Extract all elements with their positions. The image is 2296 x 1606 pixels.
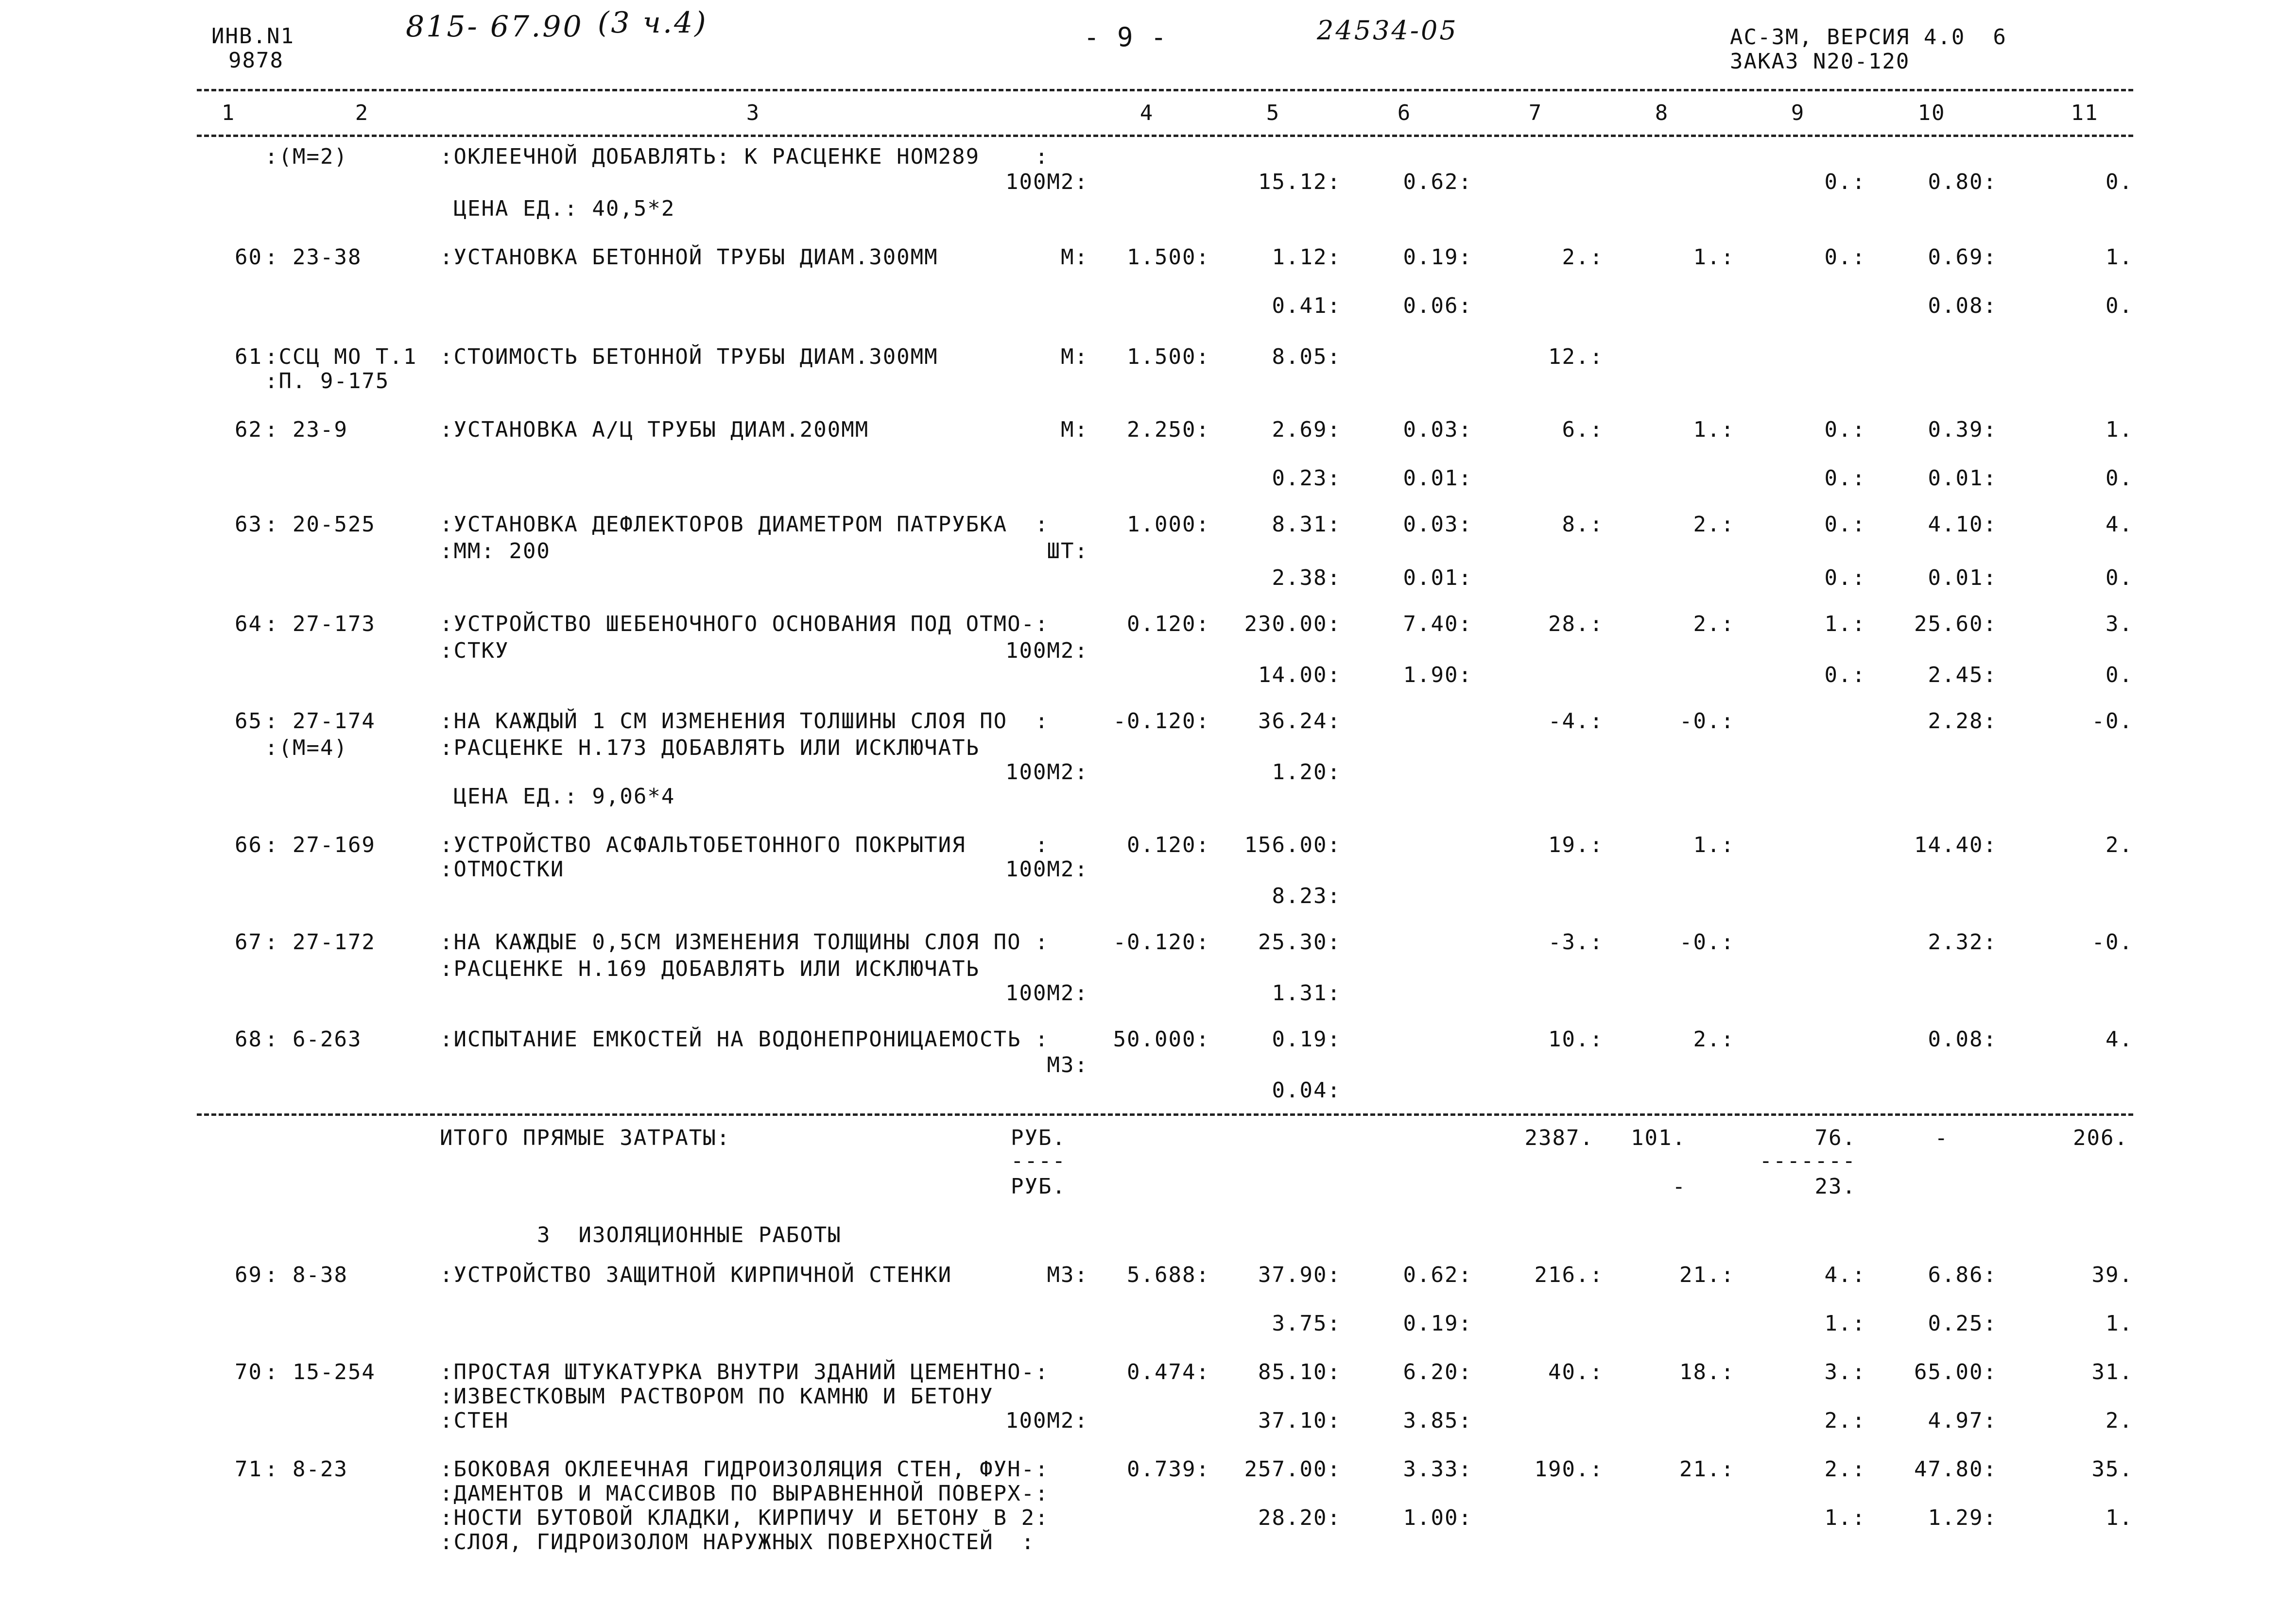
cell-desc: :СЛОЯ, ГИДРОИЗОЛОМ НАРУЖНЫХ ПОВЕРХНОСТЕЙ : — [440, 1530, 1036, 1555]
cell-c4: -0.120: — [1113, 709, 1210, 734]
cell-c6: 0.19: — [1403, 1311, 1472, 1336]
totals-label: ИТОГО ПРЯМЫЕ ЗАТРАТЫ: — [440, 1126, 731, 1150]
cell-c4: 1.500: — [1127, 245, 1210, 270]
inventory-label: ИНВ.N1 — [211, 24, 294, 49]
cell-c11: 1. — [2106, 1505, 2133, 1530]
section-rule — [197, 1113, 2133, 1116]
cell-c10: 0.01: — [1928, 466, 1997, 491]
cell-no: 65 — [235, 709, 262, 734]
cell-c9: 1.: — [1824, 1505, 1866, 1530]
cell-c10: 14.40: — [1914, 833, 1997, 857]
cell-unit: 100М2: — [1005, 981, 1088, 1006]
software-version: АС-3М, ВЕРСИЯ 4.0 6 — [1730, 25, 2007, 50]
totals-unit: РУБ. — [1011, 1126, 1066, 1150]
cell-c5: 1.31: — [1272, 981, 1341, 1006]
cell-unit: М: — [1061, 245, 1088, 270]
cell-c9: 0.: — [1824, 663, 1866, 687]
cell-desc: :БОКОВАЯ ОКЛЕЕЧНАЯ ГИДРОИЗОЛЯЦИЯ СТЕН, ФУН-: — [440, 1457, 1049, 1482]
cell-no: 71 — [235, 1457, 262, 1482]
cell-c4: -0.120: — [1113, 930, 1210, 955]
inventory-number: 9878 — [228, 48, 284, 73]
project-number: 24534-05 — [1317, 15, 1458, 46]
column-header-3: 3 — [746, 101, 760, 125]
cell-c11: 0. — [2106, 565, 2133, 590]
cell-desc: ЦЕНА ЕД.: 40,5*2 — [440, 196, 675, 221]
cell-c11: 35. — [2091, 1457, 2133, 1482]
cell-c5: 156.00: — [1244, 833, 1341, 857]
page-number: - 9 - — [1084, 22, 1168, 52]
cell-desc: :ИСПЫТАНИЕ ЕМКОСТЕЙ НА ВОДОНЕПРОНИЦАЕМОСТЬ : — [440, 1027, 1049, 1052]
cell-c6: 1.00: — [1403, 1505, 1472, 1530]
cell-c4: 2.250: — [1127, 417, 1210, 442]
cell-c5: 230.00: — [1244, 612, 1341, 636]
totals-unit-underline: ---- — [1011, 1148, 1066, 1173]
cell-c8: -0.: — [1679, 930, 1735, 955]
cell-desc: :РАСЦЕНКЕ Н.173 ДОБАВЛЯТЬ ИЛИ ИСКЛЮЧАТЬ — [440, 735, 980, 760]
cell-c5: 0.19: — [1272, 1027, 1341, 1052]
cell-c5: 8.05: — [1272, 344, 1341, 369]
cell-c9: 1.: — [1824, 612, 1866, 636]
cell-c5: 1.12: — [1272, 245, 1341, 270]
cell-c11: 4. — [2106, 1027, 2133, 1052]
cell-c10: 0.08: — [1928, 1027, 1997, 1052]
cell-no: 64 — [235, 612, 262, 636]
cell-c6: 0.62: — [1403, 1263, 1472, 1287]
cell-c7: 190.: — [1534, 1457, 1604, 1482]
cell-c6: 6.20: — [1403, 1360, 1472, 1384]
cell-code: : 6-263 — [265, 1027, 362, 1052]
cell-c4: 50.000: — [1113, 1027, 1210, 1052]
cell-c11: 1. — [2106, 245, 2133, 270]
cell-c11: 2. — [2106, 1408, 2133, 1433]
column-header-9: 9 — [1791, 101, 1805, 125]
cell-c8: 1.: — [1693, 245, 1735, 270]
cell-c11: -0. — [2091, 709, 2133, 734]
cell-desc: :ПРОСТАЯ ШТУКАТУРКА ВНУТРИ ЗДАНИЙ ЦЕМЕНТНО-: — [440, 1360, 1049, 1384]
cell-c8: 21.: — [1679, 1457, 1735, 1482]
cell-c10: 2.32: — [1928, 930, 1997, 955]
section-title: 3 ИЗОЛЯЦИОННЫЕ РАБОТЫ — [537, 1223, 842, 1247]
cell-c5: 37.90: — [1258, 1263, 1341, 1287]
cell-no: 69 — [235, 1263, 262, 1287]
cell-desc: :РАСЦЕНКЕ Н.169 ДОБАВЛЯТЬ ИЛИ ИСКЛЮЧАТЬ — [440, 957, 980, 981]
cell-code: : 23-38 — [265, 245, 362, 270]
cell-c9: 0.: — [1824, 170, 1866, 194]
cell-code: : 23-9 — [265, 417, 348, 442]
cell-no: 61 — [235, 344, 262, 369]
cell-code: :П. 9-175 — [265, 369, 390, 393]
cell-c11: 0. — [2106, 466, 2133, 491]
cell-c7: -3.: — [1548, 930, 1604, 955]
order-number: ЗАКАЗ N20-120 — [1730, 49, 1910, 74]
cell-desc: :ДАМЕНТОВ И МАССИВОВ ПО ВЫРАВНЕННОЙ ПОВЕРХ-: — [440, 1481, 1049, 1506]
cell-c4: 5.688: — [1127, 1263, 1210, 1287]
cell-c7: 40.: — [1548, 1360, 1604, 1384]
cell-c10: 0.25: — [1928, 1311, 1997, 1336]
cell-c6: 0.19: — [1403, 245, 1472, 270]
cell-c5: 0.04: — [1272, 1078, 1341, 1103]
cell-c5: 8.23: — [1272, 884, 1341, 908]
cell-c10: 25.60: — [1914, 612, 1997, 636]
cell-c9: 1.: — [1824, 1311, 1866, 1336]
cell-c10: 0.01: — [1928, 565, 1997, 590]
cell-desc: :НА КАЖДЫЕ 0,5СМ ИЗМЕНЕНИЯ ТОЛЩИНЫ СЛОЯ ПО : — [440, 930, 1049, 955]
cell-c5: 2.38: — [1272, 565, 1341, 590]
cell-c8: 18.: — [1679, 1360, 1735, 1384]
cell-desc: :НОСТИ БУТОВОЙ КЛАДКИ, КИРПИЧУ И БЕТОНУ В 2: — [440, 1505, 1049, 1530]
column-header-1: 1 — [221, 101, 236, 125]
column-header-5: 5 — [1266, 101, 1280, 125]
cell-c4: 0.474: — [1127, 1360, 1210, 1384]
totals-col9-underline: ------- — [1759, 1148, 1856, 1173]
cell-c9: 0.: — [1824, 417, 1866, 442]
cell-unit: 100М2: — [1005, 1408, 1088, 1433]
totals-col8: 101. — [1631, 1126, 1686, 1150]
cell-c5: 25.30: — [1258, 930, 1341, 955]
handwritten-note: (3 ч.4) — [598, 6, 708, 40]
cell-c4: 0.120: — [1127, 612, 1210, 636]
cell-c7: 8.: — [1562, 512, 1604, 537]
cell-c11: 0. — [2106, 663, 2133, 687]
cell-c11: 1. — [2106, 417, 2133, 442]
cell-c11: 2. — [2106, 833, 2133, 857]
cell-c11: 0. — [2106, 293, 2133, 318]
cell-c9: 3.: — [1824, 1360, 1866, 1384]
cell-desc: :УСТАНОВКА БЕТОННОЙ ТРУБЫ ДИАМ.300ММ — [440, 245, 938, 270]
cell-c7: -4.: — [1548, 709, 1604, 734]
column-header-2: 2 — [355, 101, 369, 125]
cell-c7: 2.: — [1562, 245, 1604, 270]
cell-c6: 0.03: — [1403, 417, 1472, 442]
cell-c5: 36.24: — [1258, 709, 1341, 734]
cell-c7: 28.: — [1548, 612, 1604, 636]
cell-code: : 15-254 — [265, 1360, 376, 1384]
column-header-8: 8 — [1655, 101, 1669, 125]
column-header-7: 7 — [1528, 101, 1543, 125]
cell-code: : 8-38 — [265, 1263, 348, 1287]
cell-code: : 8-23 — [265, 1457, 348, 1482]
column-header-10: 10 — [1917, 101, 1946, 125]
column-header-4: 4 — [1139, 101, 1154, 125]
cell-unit: 100М2: — [1005, 760, 1088, 785]
cell-unit: М3: — [1047, 1263, 1088, 1287]
cell-c9: 0.: — [1824, 466, 1866, 491]
cell-c5: 2.69: — [1272, 417, 1341, 442]
cell-desc: :ММ: 200 — [440, 539, 551, 564]
cell-c5: 15.12: — [1258, 170, 1341, 194]
cell-c11: 3. — [2106, 612, 2133, 636]
cell-c6: 3.85: — [1403, 1408, 1472, 1433]
cell-c9: 4.: — [1824, 1263, 1866, 1287]
cell-c6: 0.01: — [1403, 565, 1472, 590]
cell-c5: 37.10: — [1258, 1408, 1341, 1433]
cell-c8: 1.: — [1693, 417, 1735, 442]
cell-c4: 0.120: — [1127, 833, 1210, 857]
cell-c4: 1.500: — [1127, 344, 1210, 369]
cell-c9: 2.: — [1824, 1408, 1866, 1433]
totals-col7: 2387. — [1524, 1126, 1594, 1150]
cell-c10: 47.80: — [1914, 1457, 1997, 1482]
cell-desc: :УСТАНОВКА ДЕФЛЕКТОРОВ ДИАМЕТРОМ ПАТРУБКА : — [440, 512, 1049, 537]
cell-c11: 1. — [2106, 1311, 2133, 1336]
column-header-11: 11 — [2071, 101, 2099, 125]
cell-c10: 1.29: — [1928, 1505, 1997, 1530]
cell-no: 60 — [235, 245, 262, 270]
cell-desc: :СТЕН — [440, 1408, 509, 1433]
cell-c7: 12.: — [1548, 344, 1604, 369]
cell-desc: :СТОИМОСТЬ БЕТОННОЙ ТРУБЫ ДИАМ.300ММ — [440, 344, 938, 369]
cell-c5: 1.20: — [1272, 760, 1341, 785]
cell-c6: 1.90: — [1403, 663, 1472, 687]
cell-code: : 27-174 — [265, 709, 376, 734]
cell-c5: 14.00: — [1258, 663, 1341, 687]
cell-code: : 27-169 — [265, 833, 376, 857]
totals-col10: - — [1934, 1126, 1949, 1150]
cell-no: 63 — [235, 512, 262, 537]
cell-desc: ЦЕНА ЕД.: 9,06*4 — [440, 784, 675, 809]
cell-c6: 0.62: — [1403, 170, 1472, 194]
cell-c9: 0.: — [1824, 565, 1866, 590]
cell-desc: :ОКЛЕЕЧНОЙ ДОБАВЛЯТЬ: К РАСЦЕНКЕ НОМ289 : — [440, 144, 1049, 169]
cell-c10: 2.45: — [1928, 663, 1997, 687]
cell-c5: 28.20: — [1258, 1505, 1341, 1530]
cell-code: : 27-172 — [265, 930, 376, 955]
cell-c10: 4.10: — [1928, 512, 1997, 537]
cell-unit: М: — [1061, 417, 1088, 442]
cell-desc: :ОТМОСТКИ — [440, 857, 565, 882]
cell-unit: ШТ: — [1047, 539, 1088, 564]
cell-code: :(М=4) — [265, 735, 348, 760]
cell-c10: 6.86: — [1928, 1263, 1997, 1287]
cell-c5: 257.00: — [1244, 1457, 1341, 1482]
cell-c7: 10.: — [1548, 1027, 1604, 1052]
cell-c8: 2.: — [1693, 612, 1735, 636]
cell-c10: 65.00: — [1914, 1360, 1997, 1384]
cell-c9: 0.: — [1824, 512, 1866, 537]
cell-c6: 0.01: — [1403, 466, 1472, 491]
cell-c10: 0.80: — [1928, 170, 1997, 194]
totals-col11: 206. — [2073, 1126, 2128, 1150]
totals-col8-second: - — [1672, 1174, 1686, 1199]
cell-c5: 8.31: — [1272, 512, 1341, 537]
cell-desc: :УСТАНОВКА А/Ц ТРУБЫ ДИАМ.200ММ — [440, 417, 869, 442]
cell-c5: 85.10: — [1258, 1360, 1341, 1384]
cell-no: 68 — [235, 1027, 262, 1052]
cell-desc: :УСТРОЙСТВО ШЕБЕНОЧНОГО ОСНОВАНИЯ ПОД ОТМО-: — [440, 612, 1049, 636]
cell-c5: 0.23: — [1272, 466, 1341, 491]
cell-c7: 6.: — [1562, 417, 1604, 442]
cell-c11: 31. — [2091, 1360, 2133, 1384]
cell-c5: 0.41: — [1272, 293, 1341, 318]
cell-c10: 0.08: — [1928, 293, 1997, 318]
cell-c7: 19.: — [1548, 833, 1604, 857]
cell-c6: 3.33: — [1403, 1457, 1472, 1482]
cell-desc: :УСТРОЙСТВО ЗАЩИТНОЙ КИРПИЧНОЙ СТЕНКИ — [440, 1263, 952, 1287]
totals-col9-second: 23. — [1814, 1174, 1856, 1199]
totals-col9: 76. — [1814, 1126, 1856, 1150]
cell-c4: 0.739: — [1127, 1457, 1210, 1482]
header-rule-bottom — [197, 135, 2133, 137]
cell-c4: 1.000: — [1127, 512, 1210, 537]
cell-desc: :ИЗВЕСТКОВЫМ РАСТВОРОМ ПО КАМНЮ И БЕТОНУ — [440, 1384, 994, 1409]
cell-no: 70 — [235, 1360, 262, 1384]
cell-c10: 4.97: — [1928, 1408, 1997, 1433]
cell-c10: 0.39: — [1928, 417, 1997, 442]
cell-c8: 2.: — [1693, 1027, 1735, 1052]
handwritten-code: 815- 67.90 — [406, 10, 584, 44]
cell-desc: :УСТРОЙСТВО АСФАЛЬТОБЕТОННОГО ПОКРЫТИЯ : — [440, 833, 1049, 857]
cell-c8: -0.: — [1679, 709, 1735, 734]
cell-c8: 2.: — [1693, 512, 1735, 537]
cell-c8: 1.: — [1693, 833, 1735, 857]
cell-c9: 0.: — [1824, 245, 1866, 270]
cell-no: 62 — [235, 417, 262, 442]
cell-unit: М: — [1061, 344, 1088, 369]
cell-no: 67 — [235, 930, 262, 955]
cell-unit: 100М2: — [1005, 638, 1088, 663]
cell-c7: 216.: — [1534, 1263, 1604, 1287]
cell-c10: 0.69: — [1928, 245, 1997, 270]
cell-code: :(М=2) — [265, 144, 348, 169]
cell-c11: -0. — [2091, 930, 2133, 955]
cell-c6: 0.06: — [1403, 293, 1472, 318]
cell-c11: 4. — [2106, 512, 2133, 537]
cell-c8: 21.: — [1679, 1263, 1735, 1287]
cell-c10: 2.28: — [1928, 709, 1997, 734]
cell-code: :ССЦ МО Т.1 — [265, 344, 417, 369]
cell-unit: М3: — [1047, 1053, 1088, 1077]
cell-no: 66 — [235, 833, 262, 857]
cell-c6: 0.03: — [1403, 512, 1472, 537]
header-rule-top — [197, 89, 2133, 91]
cell-c6: 7.40: — [1403, 612, 1472, 636]
cell-desc: :НА КАЖДЫЙ 1 СМ ИЗМЕНЕНИЯ ТОЛШИНЫ СЛОЯ ПО : — [440, 709, 1049, 734]
cell-c11: 39. — [2091, 1263, 2133, 1287]
cell-unit: 100М2: — [1005, 170, 1088, 194]
column-header-6: 6 — [1397, 101, 1412, 125]
cell-unit: 100М2: — [1005, 857, 1088, 882]
cell-c9: 2.: — [1824, 1457, 1866, 1482]
cell-code: : 27-173 — [265, 612, 376, 636]
cell-c11: 0. — [2106, 170, 2133, 194]
cell-desc: :СТКУ — [440, 638, 509, 663]
cell-code: : 20-525 — [265, 512, 376, 537]
cell-c5: 3.75: — [1272, 1311, 1341, 1336]
totals-unit-second: РУБ. — [1011, 1174, 1066, 1199]
